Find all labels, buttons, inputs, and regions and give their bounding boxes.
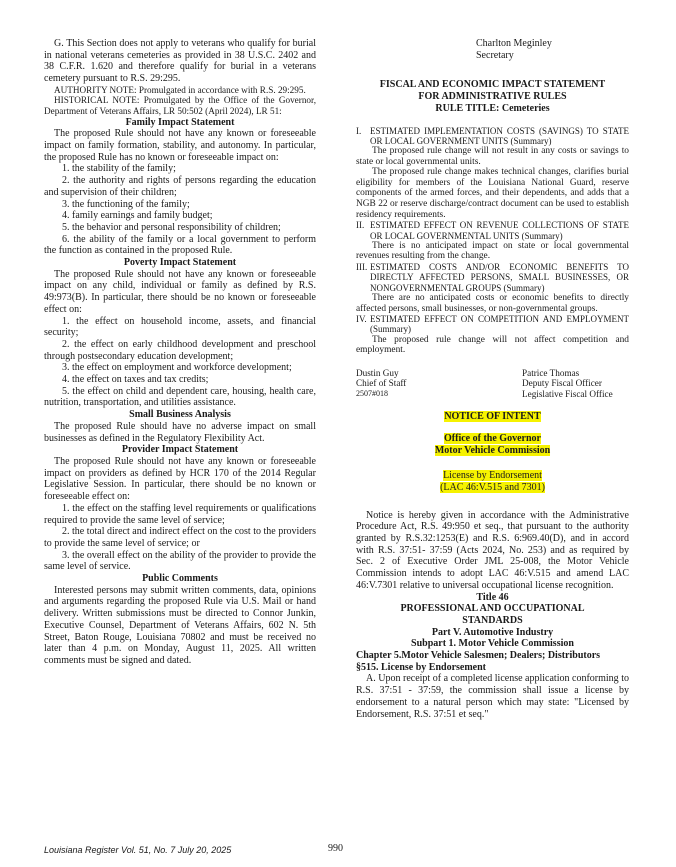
fiscal-section-body: The proposed rule change makes technical changes, clarifies burial eligibility for members of the Louisiana National Guard, reserve components of the armed forces, and their dependents, and adds that a NGB 22 or reserve discharge/contract document can be used to establish residency requirements. bbox=[356, 167, 629, 220]
family-item: 6. the ability of the family or a local government to perform the function as contained in the proposed Rule. bbox=[44, 233, 316, 257]
family-item: 1. the stability of the family; bbox=[62, 163, 176, 175]
chapter-heading: Chapter 5.Motor Vehicle Salesmen; Dealers; Distributors bbox=[356, 650, 601, 662]
fiscal-title-line-1: FISCAL AND ECONOMIC IMPACT STATEMENT bbox=[379, 79, 606, 91]
fiscal-title-line-2: FOR ADMINISTRATIVE RULES bbox=[418, 91, 567, 103]
fiscal-section-i: I. ESTIMATED IMPLEMENTATION COSTS (SAVINGS) TO STATE OR LOCAL GOVERNMENT UNITS (Summary) bbox=[356, 125, 629, 146]
title-46: Title 46 bbox=[476, 591, 509, 603]
provider-item: 3. the overall effect on the ability of the provider to provide the same level of service. bbox=[44, 549, 316, 573]
section-g-paragraph: G. This Section does not apply to veterans who qualify for burial in national veterans cemeteries as provided in 38 U.S.C. 2402 and 38 C.F.R. 1.620 and therefore qualify for burial in a veterans cemetery pursuant to R.S. 29:295. bbox=[44, 38, 316, 85]
fiscal-section-body: There is no anticipated impact on state or local governmental revenues resulting from the change. bbox=[356, 240, 629, 262]
section-heading: §515. License by Endorsement bbox=[356, 661, 486, 673]
fiscal-signatures bbox=[356, 368, 629, 399]
public-comments-heading: Public Comments bbox=[142, 573, 218, 585]
subpart-heading: Subpart 1. Motor Vehicle Commission bbox=[411, 638, 574, 650]
professional-heading-2: STANDARDS bbox=[462, 614, 523, 626]
rule-name-line-1: License by Endorsement bbox=[443, 470, 542, 482]
sig-left-name: Dustin Guy bbox=[356, 367, 399, 378]
register-footer: Louisiana Register Vol. 51, No. 7 July 20, 2025 bbox=[44, 845, 232, 855]
rule-title: RULE TITLE: Cemeteries bbox=[435, 102, 550, 114]
signer-title: Secretary bbox=[476, 49, 514, 61]
family-impact-intro: The proposed Rule should not have any known or foreseeable impact on family formation, stability, and autonomy. In particular, the proposed Rule has no known or foreseeable impact on: bbox=[44, 128, 316, 163]
provider-impact-heading: Provider Impact Statement bbox=[121, 444, 239, 456]
fiscal-section-iii: III. ESTIMATED COSTS AND/OR ECONOMIC BENEFITS TO DIRECTLY AFFECTED PERSONS, SMALL BUSINESSES, OR NONGOVERNMENTAL GROUPS (Summary) bbox=[356, 262, 629, 293]
historical-note: HISTORICAL NOTE: Promulgated by the Office of the Governor, Department of Veterans Affairs, LR 50:502 (April 2024), LR 51: bbox=[44, 95, 316, 116]
right-column bbox=[356, 38, 629, 720]
poverty-item: 5. the effect on child and dependent care, housing, health care, nutrition, transportation, and utilities assistance. bbox=[44, 385, 316, 409]
document-number: 2507#018 bbox=[356, 388, 388, 398]
part-v-heading: Part V. Automotive Industry bbox=[431, 626, 554, 638]
notice-of-intent-heading: NOTICE OF INTENT bbox=[444, 411, 541, 423]
fiscal-section-ii: II. ESTIMATED EFFECT ON REVENUE COLLECTIONS OF STATE OR LOCAL GOVERNMENTAL UNITS (Summary) bbox=[356, 220, 629, 241]
small-business-text: The proposed Rule should have no adverse impact on small businesses as defined in the Regulatory Flexibility Act. bbox=[44, 420, 316, 444]
sig-left-title: Chief of Staff bbox=[356, 378, 407, 389]
fiscal-section-body: The proposed rule change will not result in any costs or savings to state or local governmental units. bbox=[356, 146, 629, 167]
poverty-impact-heading: Poverty Impact Statement bbox=[123, 257, 237, 269]
public-comments-text: Interested persons may submit written comments, data, opinions and arguments regarding the proposed Rule via U.S. Mail or hand delivery. Written submissions must be directed to Connor Junkin, Executive Counsel, Department of Veterans Affairs, 602 N. 5th Street, Baton Rouge, Louisiana 70802 and must be received no later than 4 p.m. on Monday, August 11, 2025. All written comments must be signed and dated. bbox=[44, 584, 316, 666]
poverty-item: 1. the effect on household income, assets, and financial security; bbox=[44, 315, 316, 339]
small-business-heading: Small Business Analysis bbox=[129, 409, 231, 421]
family-impact-heading: Family Impact Statement bbox=[125, 116, 235, 128]
rule-name-line-2: (LAC 46:V.515 and 7301) bbox=[440, 481, 545, 493]
fiscal-section-iv: IV. ESTIMATED EFFECT ON COMPETITION AND EMPLOYMENT (Summary) bbox=[356, 314, 629, 335]
agency-line-2: Motor Vehicle Commission bbox=[434, 444, 551, 456]
sig-right-name: Patrice Thomas bbox=[522, 367, 580, 378]
left-column bbox=[44, 38, 316, 667]
signer-name: Charlton Meginley bbox=[476, 38, 552, 49]
poverty-item: 3. the effect on employment and workforce development; bbox=[62, 362, 292, 374]
provider-item: 2. the total direct and indirect effect on the cost to the providers to provide the same level of service; or bbox=[44, 526, 316, 549]
poverty-item: 2. the effect on early childhood development and preschool through postsecondary education development; bbox=[44, 338, 316, 362]
poverty-item: 4. the effect on taxes and tax credits; bbox=[62, 374, 209, 386]
paragraph-a: A. Upon receipt of a completed license application conforming to R.S. 37:51 - 37:59, the commission shall issue a license by endorsement to a natural person which may state: "Licensed by Endorsement, R.S. 37:51 et seq." bbox=[356, 673, 629, 720]
family-item: 5. the behavior and personal responsibility of children; bbox=[62, 221, 281, 233]
sig-right-office: Legislative Fiscal Office bbox=[522, 388, 613, 399]
fiscal-section-body: There are no anticipated costs or economic benefits to directly affected persons, small businesses, or non-governmental groups. bbox=[356, 292, 629, 314]
professional-heading-1: PROFESSIONAL AND OCCUPATIONAL bbox=[400, 603, 585, 615]
authority-note: AUTHORITY NOTE: Promulgated in accordance with R.S. 29:295. bbox=[54, 84, 306, 95]
poverty-impact-intro: The proposed Rule should not have any known or foreseeable impact on any child, individual or family as defined by R.S. 49:973(B). In particular, there should be no known or foreseeable effect on: bbox=[44, 268, 316, 315]
sig-right-title: Deputy Fiscal Officer bbox=[522, 378, 602, 389]
notice-text: Notice is hereby given in accordance with the Administrative Procedure Act, R.S. 49:950 et seq., that pursuant to the authority granted by R.S.32:1253(E) and R.S. 6:969.40(D), and in accord with R.S. 37:51- 37:59 (Acts 2024, No. 253) and as required by Sec. 2 of Executive Order JML 25-008, the Motor Vehicle Commission intends to adopt LAC 46:V.515 and amend LAC 46:V.7301 relative to universal occupational license recognition. bbox=[356, 509, 629, 591]
fiscal-section-body: The proposed rule change will not affect competition and employment. bbox=[356, 334, 629, 356]
family-item: 2. the authority and rights of persons regarding the education and supervision of their children; bbox=[44, 175, 316, 198]
signature-block bbox=[356, 38, 629, 61]
provider-impact-intro: The proposed Rule should not have any known or foreseeable impact on providers as defined by HCR 170 of the 2014 Regular Legislative Session. In particular, there should be no known or foreseeable effect on: bbox=[44, 455, 316, 503]
provider-item: 1. the effect on the staffing level requirements or qualifications required to provide the same level of service; bbox=[44, 502, 316, 526]
family-item: 4. family earnings and family budget; bbox=[62, 210, 213, 222]
page-number: 990 bbox=[328, 843, 343, 854]
agency-line-1: Office of the Governor bbox=[444, 432, 541, 444]
family-item: 3. the functioning of the family; bbox=[62, 198, 190, 210]
